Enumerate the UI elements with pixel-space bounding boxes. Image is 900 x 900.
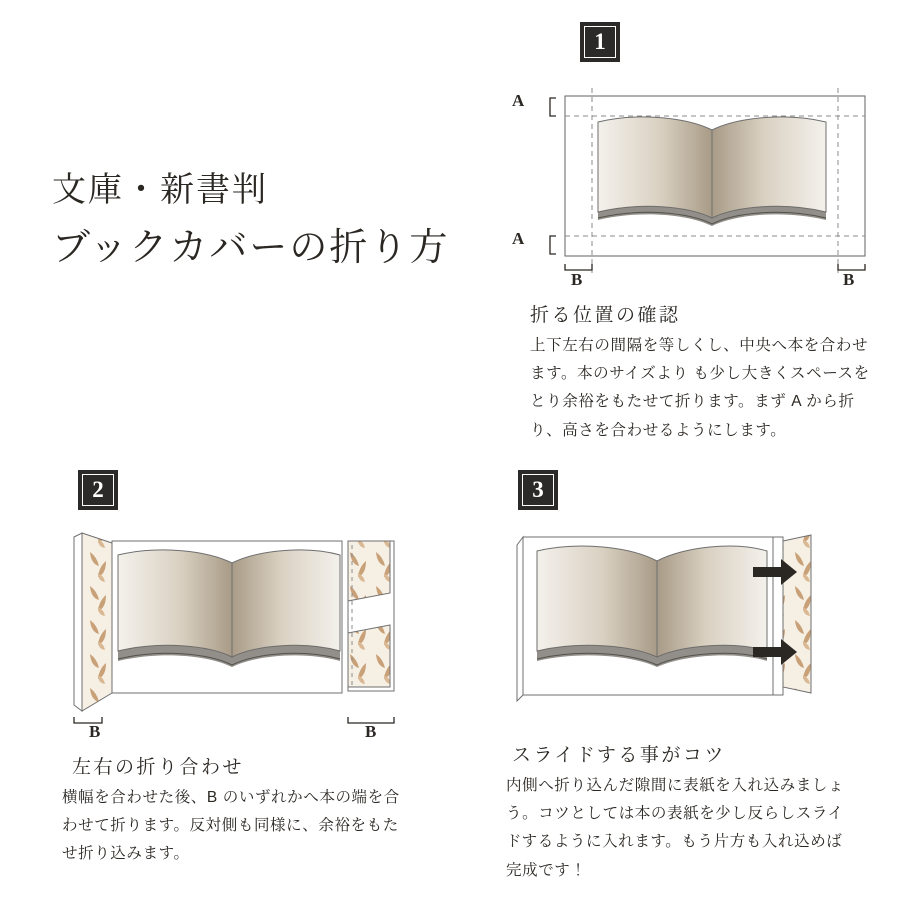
step-1-heading: 折る位置の確認 xyxy=(530,305,681,326)
step-number-3: 3 xyxy=(532,477,544,502)
step-number-1: 1 xyxy=(594,29,606,54)
illustration-step-1 xyxy=(512,78,880,289)
step-badge-3 xyxy=(518,470,558,510)
step-1-body: 上下左右の間隔を等しくし、中央へ本を合わせます。本のサイズより も少し大きくスペースをとり余裕をもたせて折ります。まず A から折り、高さを合わせるようにします。 xyxy=(530,337,870,439)
title-line-1: 文庫・新書判 xyxy=(52,171,268,209)
step-2-body: 横幅を合わせた後、B のいずれかへ本の端を合わせて折ります。反対側も同様に、余裕をもたせ折り込みます。 xyxy=(62,789,400,863)
step-2-heading: 左右の折り合わせ xyxy=(72,757,245,778)
illustration-step-3 xyxy=(505,515,845,730)
label-a-bottom: A xyxy=(512,229,525,248)
step-badge-1 xyxy=(580,22,620,62)
label-b-right-2: B xyxy=(365,722,377,741)
step-badge-2 xyxy=(78,470,118,510)
step-3-body: 内側へ折り込んだ隙間に表紙を入れ込みましょう。コツとしては本の表紙を少し反らしスライドするように入れます。もう片方も入れ込めば完成です！ xyxy=(506,777,845,879)
step-3-heading: スライドする事がコツ xyxy=(512,745,726,766)
label-a-top: A xyxy=(512,91,525,110)
page-title xyxy=(52,168,482,275)
label-b-left: B xyxy=(571,270,583,289)
title-line-2: ブックカバーの折り方 xyxy=(52,226,450,269)
illustration-step-2 xyxy=(60,515,420,745)
step-number-2: 2 xyxy=(92,477,104,502)
label-b-right: B xyxy=(843,270,855,289)
label-b-left-2: B xyxy=(89,722,101,741)
